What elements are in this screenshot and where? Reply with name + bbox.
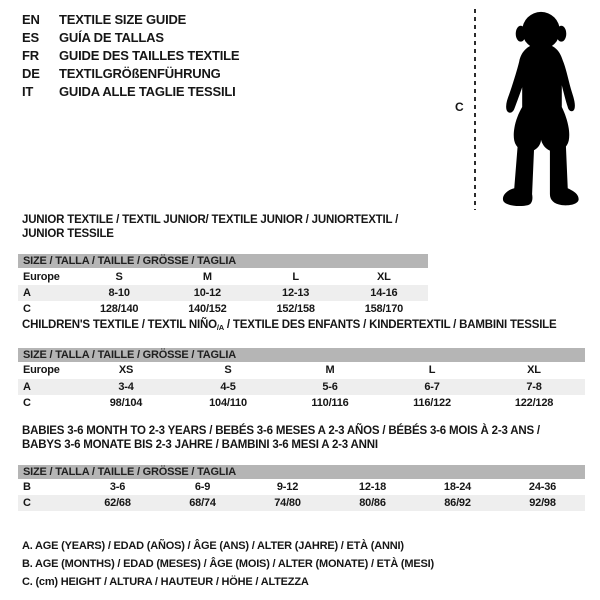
table-row xyxy=(18,285,428,301)
language-code: IT xyxy=(22,84,34,99)
footnote-c: C. (cm) HEIGHT / ALTURA / HAUTEUR / HÖHE / ALTEZZA xyxy=(22,576,309,588)
size-table xyxy=(18,362,585,411)
language-title: TEXTILGRÖßENFÜHRUNG xyxy=(59,66,221,81)
size-header-band: SIZE / TALLA / TAILLE / GRÖSSE / TAGLIA xyxy=(18,348,585,362)
table-cell: 24-36 xyxy=(528,481,557,493)
table-cell: M xyxy=(202,270,212,283)
table-cell: 74/80 xyxy=(274,497,301,509)
section-title-line: BABIES 3-6 MONTH TO 2-3 YEARS / BEBÉS 3-6 MESES A 2-3 AÑOS / BÉBÉS 3-6 MOIS À 2-3 ANS / xyxy=(22,425,540,437)
row-label: Europe xyxy=(23,270,60,283)
table-cell: 110/116 xyxy=(311,396,349,409)
table-cell: 6-7 xyxy=(424,380,440,393)
section-title-line: BABYS 3-6 MONATE BIS 2-3 JAHRE / BAMBINI 3-6 MESI A 2-3 ANNI xyxy=(22,438,378,451)
table-cell: 6-9 xyxy=(194,481,211,493)
section-title xyxy=(22,319,585,335)
table-cell: 128/140 xyxy=(99,303,139,315)
row-label: A xyxy=(23,287,31,299)
table-cell: 80/86 xyxy=(359,497,386,509)
table-cell: L xyxy=(428,364,436,376)
footnotes xyxy=(22,537,434,591)
table-cell: 18-24 xyxy=(443,481,472,493)
height-measure-figure xyxy=(445,0,600,215)
baby-silhouette-icon xyxy=(485,4,597,212)
row-label: Europe xyxy=(23,364,60,376)
table-cell: 14-16 xyxy=(370,287,398,299)
table-cell: XL xyxy=(377,270,391,283)
language-title: GUIDA ALLE TAGLIE TESSILI xyxy=(59,84,236,99)
table-cell: 7-8 xyxy=(526,380,542,393)
table-cell: 98/104 xyxy=(109,396,143,409)
table-cell: 10-12 xyxy=(193,287,221,299)
section-title xyxy=(22,425,585,452)
language-row xyxy=(22,47,239,65)
table-cell: 4-5 xyxy=(220,380,236,393)
section-title-line: JUNIOR TEXTILE / TEXTIL JUNIOR/ TEXTILE JUNIOR / JUNIORTEXTIL / JUNIOR TESSILE xyxy=(22,214,399,240)
language-row xyxy=(22,65,239,83)
language-row xyxy=(22,29,239,47)
table-row xyxy=(18,495,585,511)
language-code: DE xyxy=(22,66,40,81)
section-title-line: CHILDREN'S TEXTILE / TEXTIL $NIÑO_{/A}$ / TEXTILE DES ENFANTS / KINDERTEXTIL / BAMBINI TESSILE xyxy=(22,319,557,332)
table-cell: 158/170 xyxy=(364,303,404,315)
table-row xyxy=(18,395,585,411)
table-cell: 12-18 xyxy=(358,481,387,493)
size-table xyxy=(18,268,428,317)
row-label: C xyxy=(23,396,31,409)
language-row xyxy=(22,83,239,101)
section-title xyxy=(22,214,428,241)
size-header-band: SIZE / TALLA / TAILLE / GRÖSSE / TAGLIA xyxy=(18,254,428,268)
language-code: ES xyxy=(22,30,39,45)
table-cell: 104/110 xyxy=(209,396,247,409)
table-cell: 152/158 xyxy=(276,303,315,315)
size-table xyxy=(18,479,585,511)
row-label: C xyxy=(23,303,31,315)
language-title: GUÍA DE TALLAS xyxy=(59,30,164,45)
table-cell: 5-6 xyxy=(322,380,338,393)
language-code: FR xyxy=(22,48,39,63)
table-cell: 68/74 xyxy=(189,497,216,509)
language-title: TEXTILE SIZE GUIDE xyxy=(59,12,187,27)
table-row xyxy=(18,379,585,395)
language-code: EN xyxy=(22,12,40,27)
table-cell: 140/152 xyxy=(188,303,227,315)
table-cell: 116/122 xyxy=(413,396,451,409)
table-cell: S xyxy=(115,270,123,283)
language-guide xyxy=(22,11,239,101)
children-size-section xyxy=(18,319,585,411)
table-cell: 3-6 xyxy=(109,481,126,493)
table-cell: 86/92 xyxy=(444,497,471,509)
row-label: A xyxy=(23,380,31,393)
language-title: GUIDE DES TAILLES TEXTILE xyxy=(59,48,240,63)
table-cell: 12-13 xyxy=(282,287,310,299)
table-cell: 122/128 xyxy=(514,396,554,409)
table-row xyxy=(18,362,585,379)
dashed-measure-line xyxy=(474,9,476,210)
row-label: B xyxy=(23,481,31,493)
measure-label-c: C xyxy=(455,100,464,114)
table-row xyxy=(18,268,428,285)
table-cell: 92/98 xyxy=(529,497,556,509)
table-cell: XL xyxy=(527,364,541,376)
table-cell: 8-10 xyxy=(108,287,130,299)
table-row xyxy=(18,479,585,495)
footnote-b: B. AGE (MONTHS) / EDAD (MESES) / ÂGE (MOIS) / ALTER (MONATE) / ETÀ (MESI) xyxy=(22,558,434,570)
table-row xyxy=(18,301,428,317)
size-header-band: SIZE / TALLA / TAILLE / GRÖSSE / TAGLIA xyxy=(18,465,585,479)
footnote-a: A. AGE (YEARS) / EDAD (AÑOS) / ÂGE (ANS) / ALTER (JAHRE) / ETÀ (ANNI) xyxy=(22,540,404,552)
table-cell: L xyxy=(292,270,299,283)
table-cell: 3-4 xyxy=(118,380,134,393)
table-cell: M xyxy=(325,364,335,376)
row-label: C xyxy=(23,497,31,509)
table-cell: S xyxy=(224,364,232,376)
babies-size-section xyxy=(18,425,585,511)
table-cell: 62/68 xyxy=(104,497,131,509)
table-cell: XS xyxy=(118,364,134,376)
language-row xyxy=(22,11,239,29)
junior-size-section xyxy=(18,214,428,317)
table-cell: 9-12 xyxy=(276,481,299,493)
